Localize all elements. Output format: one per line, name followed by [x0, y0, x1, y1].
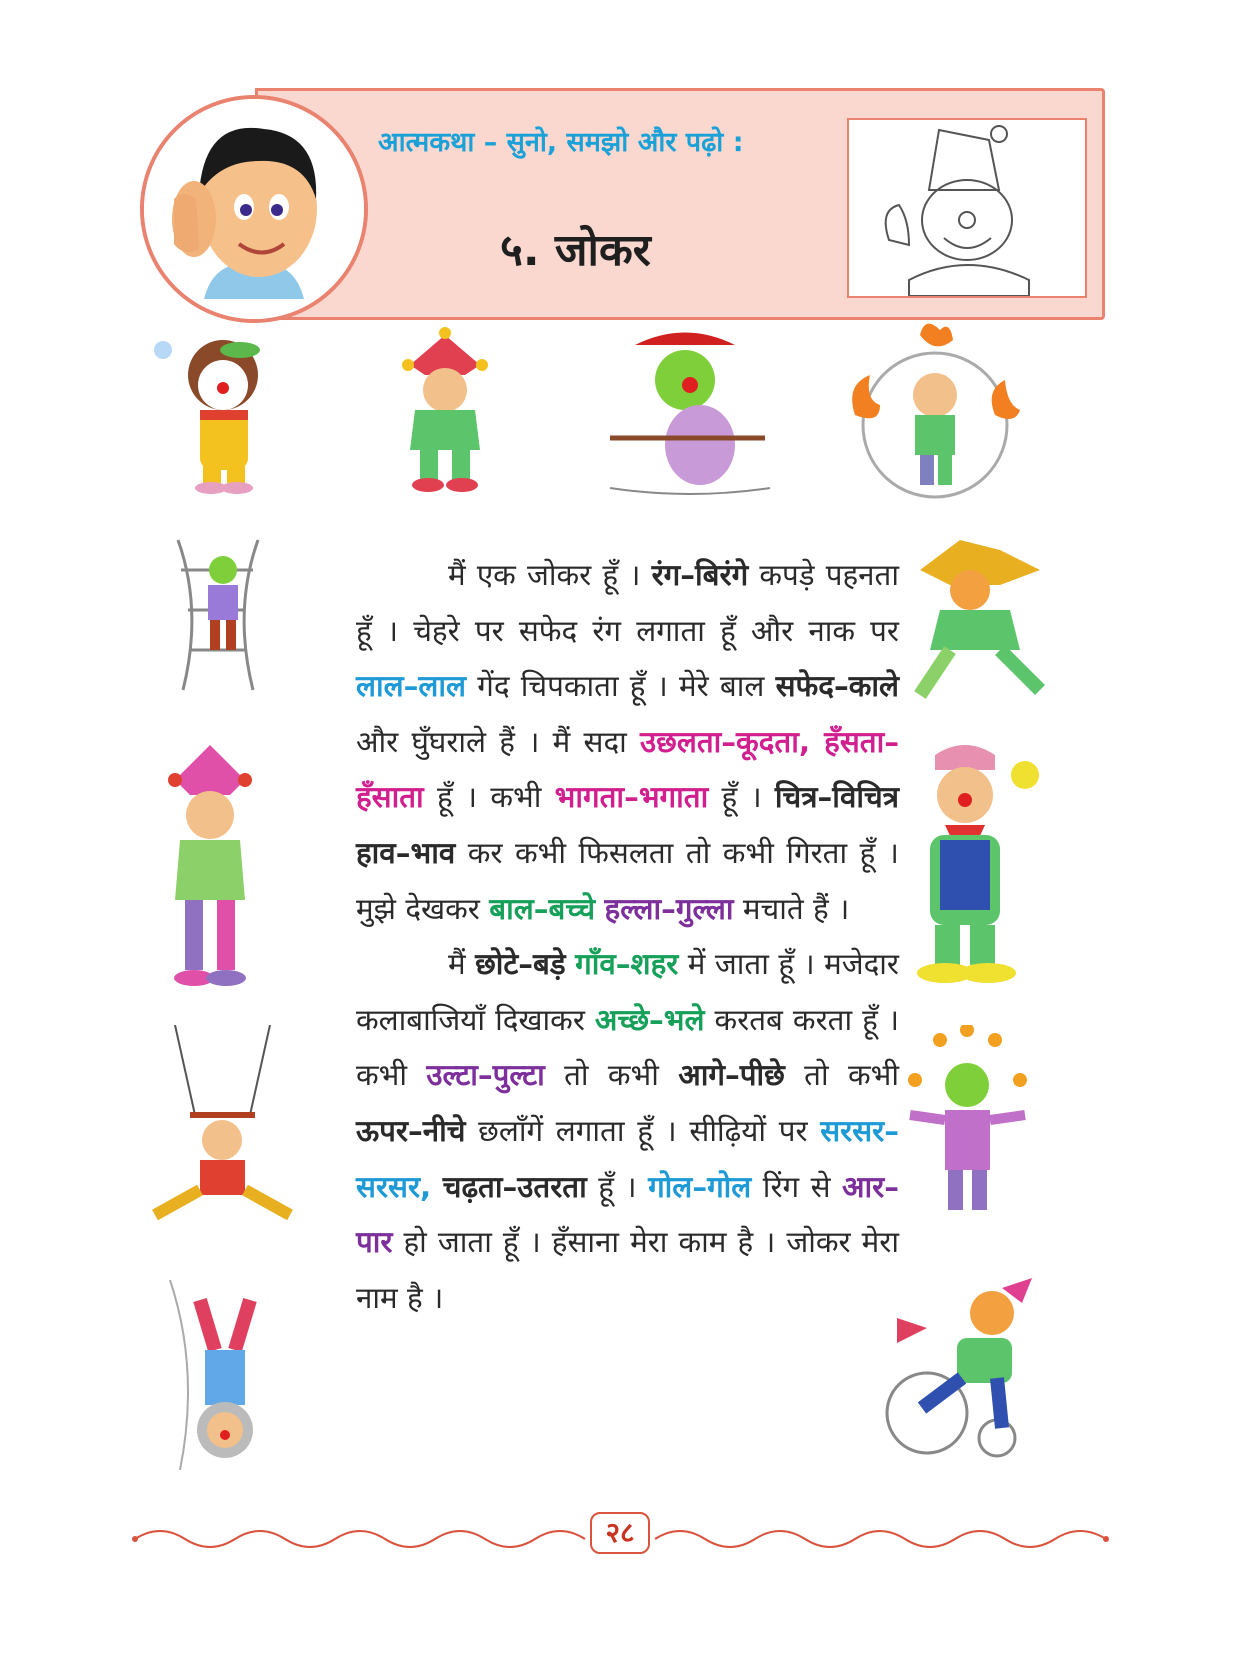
highlighted-word: चित्र–विचित्र हाव–भाव: [356, 780, 899, 870]
highlighted-word: चढ़ता–उतरता: [442, 1169, 587, 1204]
story-text-segment: तो कभी: [784, 1058, 900, 1093]
story-text-segment: हूँ ।: [708, 780, 775, 815]
highlighted-word: सरसर–सरसर,: [356, 1113, 899, 1204]
highlighted-word: रंग–बिरंगे: [651, 558, 749, 592]
clown-trapeze-icon: [150, 1025, 300, 1229]
story-text-segment: मैं: [448, 947, 476, 982]
story-text-segment: मैं एक जोकर हूँ ।: [448, 558, 652, 592]
highlighted-word: गोल–गोल: [648, 1169, 752, 1204]
clown-unicycle-icon: [882, 1278, 1052, 1467]
story-text-segment: करतब करता हूँ । कभी: [356, 1002, 899, 1093]
highlighted-word: अच्छे–भले: [594, 1002, 705, 1037]
highlighted-word: ऊपर–नीचे: [356, 1113, 466, 1148]
clown-upside-down-icon: [140, 1280, 310, 1474]
story-text-segment: रिंग से: [751, 1169, 843, 1204]
page-number: २८: [590, 1512, 650, 1554]
highlighted-word: आर–पार: [356, 1169, 899, 1260]
story-text-segment: गेंद चिपकाता हूँ । मेरे बाल: [466, 669, 776, 704]
clown-fire-ring-icon: [835, 315, 1025, 504]
story-text-segment: कर कभी फिसलता तो कभी गिरता हूँ । मुझे देखकर: [356, 835, 899, 926]
jester-pink-icon: [155, 740, 265, 994]
clown-sketch-icon: [847, 118, 1087, 298]
clown-tightrope-icon: [605, 320, 775, 504]
highlighted-word: उल्टा–पुल्टा: [426, 1058, 545, 1093]
highlighted-word: बाल–बच्चे: [489, 891, 596, 926]
story-text-segment: मचाते हैं ।: [733, 891, 850, 926]
highlighted-word: सफेद–काले: [775, 669, 899, 704]
story-text: [356, 548, 899, 1326]
clown-juggling-icon: [900, 1025, 1035, 1229]
highlighted-word: उछलता–कूदता, हँसता–हँसाता: [356, 724, 899, 815]
clown-ladder-icon: [168, 530, 278, 699]
highlighted-word: गाँव–शहर: [575, 947, 679, 982]
story-text-segment: कपड़े पहनता हूँ । चेहरे पर सफेद रंग लगाता हूँ और नाक पर: [356, 558, 900, 648]
highlighted-word: भागता–भगाता: [554, 780, 709, 815]
story-text-segment: [566, 947, 575, 981]
chapter-title: ५. जोकर: [500, 225, 651, 276]
story-text-segment: में जाता हूँ । मजेदार कलाबाजियाँ दिखाकर: [356, 947, 899, 1037]
story-text-segment: [431, 1170, 442, 1204]
story-text-segment: और घुँघराले हैं । मैं सदा: [356, 724, 640, 759]
story-text-segment: हूँ । कभी: [423, 780, 555, 815]
highlighted-word: आगे–पीछे: [678, 1058, 785, 1093]
jester-green-icon: [370, 325, 520, 499]
story-text-segment: हो जाता हूँ । हँसाना मेरा काम है । जोकर मेरा नाम है ।: [356, 1225, 899, 1315]
highlighted-word: लाल–लाल: [356, 669, 467, 704]
story-text-segment: छलाँगें लगाता हूँ । सीढ़ियों पर: [465, 1113, 821, 1148]
listening-boy-icon: [140, 95, 368, 323]
highlighted-word: छोटे–बड़े: [475, 947, 566, 982]
section-subtitle: आत्मकथा – सुनो, समझो और पढ़ो :: [378, 127, 744, 158]
clown-green-suit-icon: [890, 735, 1055, 989]
jester-dancing-icon: [900, 530, 1060, 704]
highlighted-word: हल्ला–गुल्ला: [604, 891, 734, 926]
story-text-segment: हूँ ।: [586, 1169, 649, 1204]
story-text-segment: [595, 892, 604, 926]
story-paragraph-2: [356, 937, 899, 1326]
clown-with-flower-icon: [145, 330, 295, 499]
story-text-segment: तो कभी: [544, 1058, 679, 1093]
story-paragraph-1: [356, 548, 899, 937]
